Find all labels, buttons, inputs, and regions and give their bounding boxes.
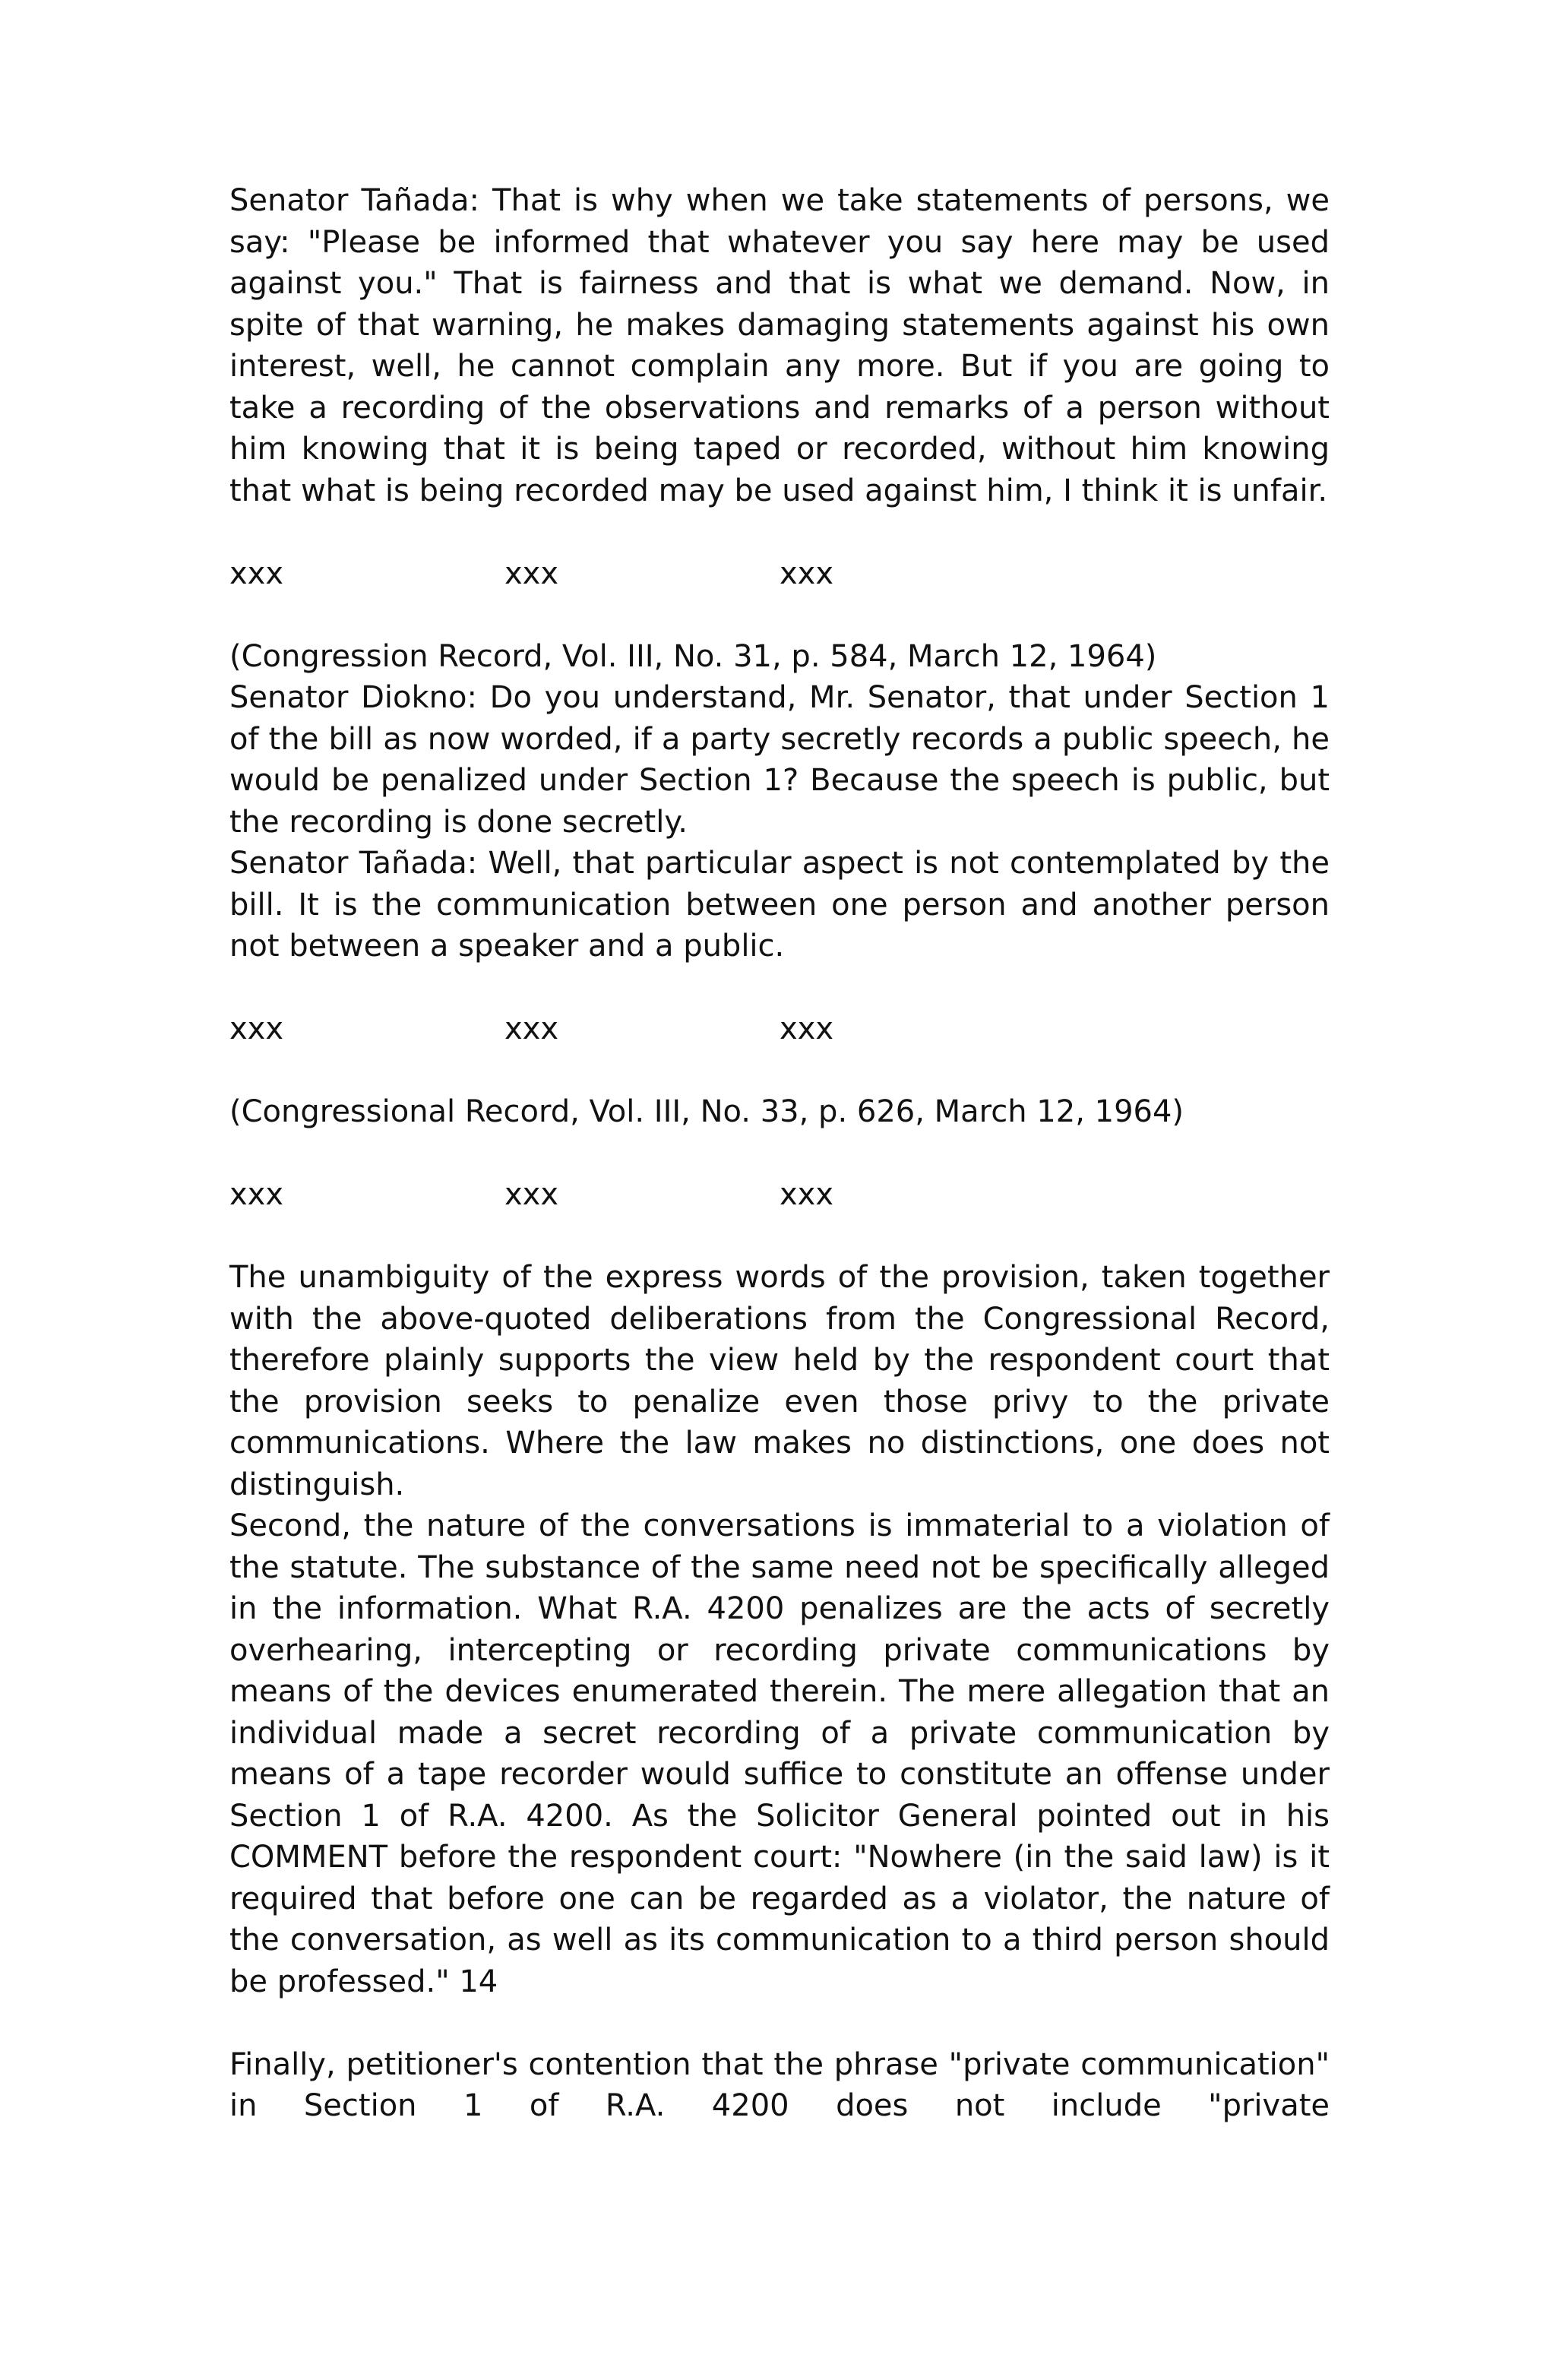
paragraph-diokno-question: Senator Diokno: Do you understand, Mr. Senator, that under Section 1 of the bill as now worded, if a party secretly records a public speech, he would be penalized under Section 1? Because the speech is public, but the recording is done secretly.	[229, 680, 1330, 840]
paragraph-unambiguity: The unambiguity of the express words of the provision, taken together with the above-quoted deliberations from the Congressional Record, therefore plainly supports the view held by the respondent court that the provision seeks to penalize even those privy to the private communications. Where the law makes no distinctions, one does not distinguish.	[229, 1260, 1330, 1502]
paragraph-second-point: Second, the nature of the conversations is immaterial to a violation of the statute. The substance of the same need not be specifically alleged in the information. What R.A. 4200 penalizes are the acts of secretly overhearing, intercepting or recording private communications by means of the devices enumerated therein. The mere allegation that an individual made a secret recording of a private communication by means of a tape recorder would suffice to constitute an offense under Section 1 of R.A. 4200. As the Solicitor General pointed out in his COMMENT before the respondent court: "Nowhere (in the said law) is it required that before one can be regarded as a violator, the nature of the conversation, as well as its communication to a third person should be professed." 14	[229, 1508, 1330, 1999]
citation-record-33: (Congressional Record, Vol. III, No. 33, p. 626, March 12, 1964)	[229, 1094, 1184, 1129]
spacer	[229, 2002, 1330, 2044]
ellipsis-mark: xxx	[504, 1177, 559, 1212]
ellipsis-mark: xxx	[504, 1011, 559, 1046]
paragraph-tanada-reply: Senator Tañada: Well, that particular aspect is not contemplated by the bill. It is the communication between one person and another person not between a speaker and a public.	[229, 846, 1330, 964]
paragraph-tanada-statement: Senator Tañada: That is why when we take statements of persons, we say: "Please be informed that whatever you say here may be used against you." That is fairness and that is what we demand. Now, in spite of that warning, he makes damaging statements against his own interest, well, he cannot complain any more. But if you are going to take a recording of the observations and remarks of a person without him knowing that it is being taped or recorded, without him knowing that what is being recorded may be used against him, I think it is unfair.	[229, 183, 1330, 508]
ellipsis-row	[229, 553, 1330, 595]
spacer	[229, 594, 1330, 636]
spacer	[229, 967, 1330, 1009]
spacer	[229, 511, 1330, 553]
ellipsis-mark: xxx	[780, 555, 834, 591]
paragraph-finally: Finally, petitioner's contention that the phrase "private communication" in Section 1 of R.A. 4200 does not include "private	[229, 2046, 1330, 2123]
ellipsis-mark: xxx	[780, 1177, 834, 1212]
document-page	[229, 180, 1330, 2127]
ellipsis-mark: xxx	[229, 1177, 284, 1212]
ellipsis-row	[229, 1174, 1330, 1216]
spacer	[229, 1050, 1330, 1092]
ellipsis-mark: xxx	[504, 555, 559, 591]
citation-record-31: (Congression Record, Vol. III, No. 31, p. 584, March 12, 1964)	[229, 638, 1157, 674]
ellipsis-mark: xxx	[229, 1011, 284, 1046]
ellipsis-mark: xxx	[229, 555, 284, 591]
ellipsis-mark: xxx	[780, 1011, 834, 1046]
spacer	[229, 1133, 1330, 1175]
ellipsis-row	[229, 1008, 1330, 1050]
spacer	[229, 1216, 1330, 1258]
